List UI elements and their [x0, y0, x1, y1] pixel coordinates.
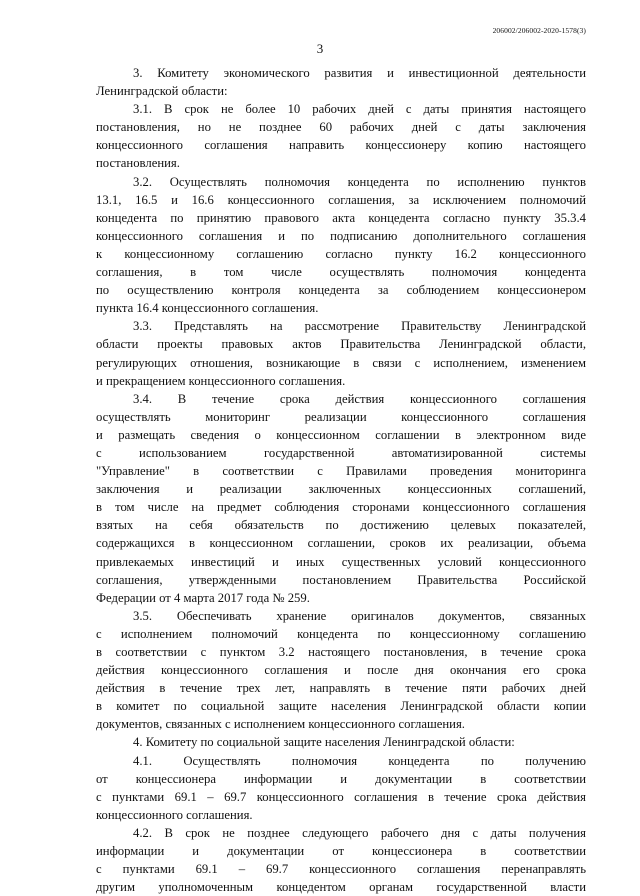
- text-line: действия в течение трех лет, направлять в течение пяти рабочих дней: [96, 681, 586, 696]
- text-line: содержащихся в концессионном соглашении, сроков их реализации, объема: [96, 536, 586, 551]
- document-body: [96, 64, 586, 896]
- text-line: от концессионера информации и документации в соответствии: [96, 771, 586, 786]
- text-line: другим уполномоченным концедентом органам государственной власти: [96, 880, 586, 895]
- text-line: с исполнением полномочий концедента по концессионному соглашению: [96, 626, 586, 641]
- paragraph: [96, 733, 586, 751]
- paragraph: [96, 100, 586, 172]
- text-line: 3.1. В срок не более 10 рабочих дней с даты принятия настоящего: [133, 102, 586, 117]
- text-line: 3.3. Представлять на рассмотрение Правительству Ленинградской: [133, 319, 586, 334]
- document-registration-number: 206002/206002-2020-1578(3): [492, 26, 586, 35]
- text-line: 3.2. Осуществлять полномочия концедента по исполнению пунктов: [133, 174, 586, 189]
- text-line: 13.1, 16.5 и 16.6 концессионного соглашения, за исключением полномочий: [96, 192, 586, 207]
- text-line: концессионного соглашения направить концессионеру копию настоящего: [96, 138, 586, 153]
- text-line: соглашения, утвержденными постановлением Правительства Российской: [96, 572, 586, 587]
- text-line: Федерации от 4 марта 2017 года № 259.: [96, 590, 310, 605]
- text-line: 4. Комитету по социальной защите населения Ленинградской области:: [133, 735, 515, 750]
- text-line: и прекращением концессионного соглашения.: [96, 373, 346, 388]
- text-line: 3. Комитету экономического развития и инвестиционной деятельности: [133, 66, 586, 80]
- text-line: с пунктами 69.1 – 69.7 концессионного соглашения в течение срока действия: [96, 789, 586, 804]
- text-line: 4.2. В срок не позднее следующего рабочего дня с даты получения: [133, 825, 586, 840]
- text-line: информации и документации от концессионера в соответствии: [96, 844, 586, 859]
- text-line: концессионного соглашения.: [96, 807, 253, 822]
- text-line: концессионного соглашения и по подписанию дополнительного соглашения: [96, 228, 586, 243]
- text-line: по осуществлению контроля концедента за соблюдением концессионером: [96, 283, 586, 298]
- paragraph: [96, 173, 586, 318]
- paragraph: [96, 824, 586, 896]
- text-line: взятых на себя обязательств по достижению целевых показателей,: [96, 518, 586, 533]
- text-line: и размещать сведения о концессионном соглашении в электронном виде: [96, 427, 586, 442]
- text-line: с использованием государственной автоматизированной системы: [96, 445, 586, 460]
- text-line: постановления.: [96, 156, 180, 171]
- text-line: 3.4. В течение срока действия концессионного соглашения: [133, 391, 586, 406]
- text-line: в соответствии с пунктом 3.2 настоящего постановления, в течение срока: [96, 645, 586, 659]
- text-line: 3.5. Обеспечивать хранение оригиналов документов, связанных: [133, 608, 586, 623]
- text-line: 4.1. Осуществлять полномочия концедента по получению: [133, 753, 586, 768]
- paragraph: [96, 607, 586, 734]
- text-line: осуществлять мониторинг реализации концессионного соглашения: [96, 409, 586, 424]
- text-line: действия концессионного соглашения и после дня окончания его срока: [96, 663, 586, 678]
- text-line: регулирующих отношения, возникающие в связи с исполнением, изменением: [96, 355, 586, 370]
- text-line: Ленинградской области:: [96, 84, 228, 99]
- paragraph: [96, 317, 586, 389]
- text-line: области проекты правовых актов Правительства Ленинградской области,: [96, 337, 586, 352]
- paragraph: [96, 64, 586, 100]
- paragraph: [96, 390, 586, 607]
- text-line: концедента по принятию правового акта концедента согласно пункту 35.3.4: [96, 210, 586, 225]
- text-line: соглашения, в том числе осуществлять полномочия концедента: [96, 265, 586, 280]
- text-line: постановления, но не позднее 60 рабочих дней с даты заключения: [96, 120, 586, 135]
- text-line: к концессионному соглашению согласно пункту 16.2 концессионного: [96, 246, 586, 261]
- paragraph: [96, 752, 586, 824]
- text-line: в том числе на предмет соблюдения сторонами концессионного соглашения: [96, 500, 586, 515]
- text-line: в комитет по социальной защите населения Ленинградской области копии: [96, 699, 586, 714]
- text-line: с пунктами 69.1 – 69.7 концессионного соглашения перенаправлять: [96, 862, 586, 877]
- text-line: пункта 16.4 концессионного соглашения.: [96, 301, 319, 316]
- text-line: документов, связанных с исполнением концессионного соглашения.: [96, 717, 465, 732]
- page-number: 3: [316, 41, 324, 56]
- text-line: привлекаемых инвестиций и иных существенных условий концессионного: [96, 554, 586, 569]
- text-line: заключения и реализации заключенных концессионных соглашений,: [96, 482, 586, 497]
- text-line: "Управление" в соответствии с Правилами проведения мониторинга: [96, 464, 586, 479]
